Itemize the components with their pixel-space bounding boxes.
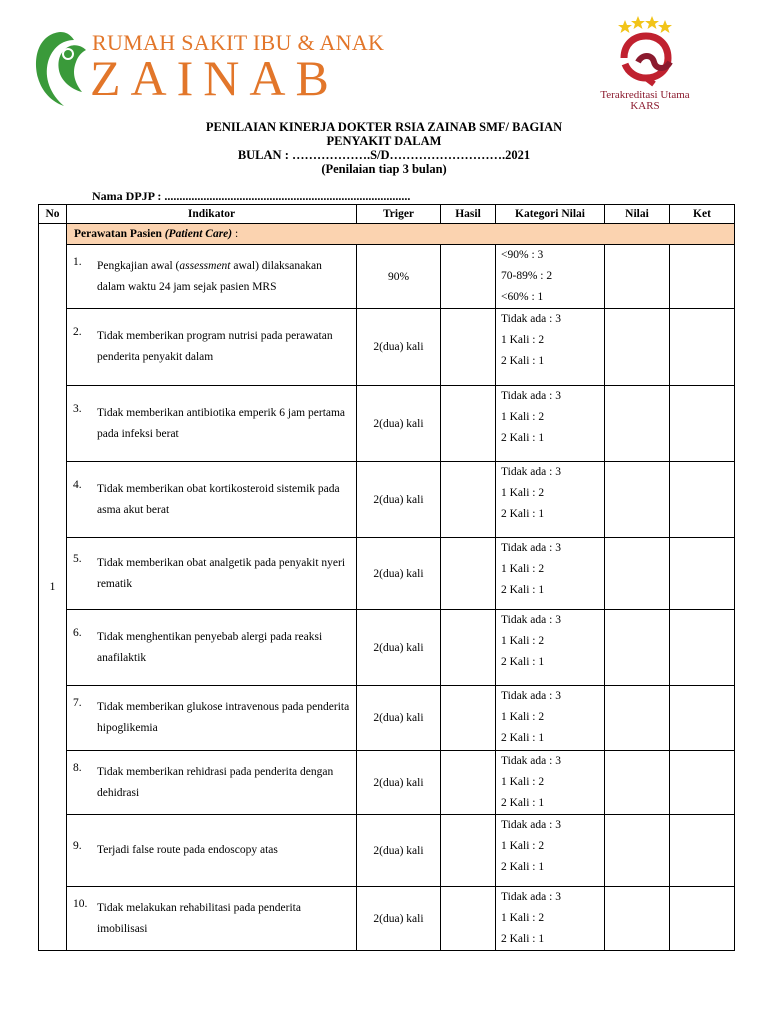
category-cell [496,538,605,610]
category-item: 2 Kali : 1 [501,432,545,444]
category-item: 2 Kali : 1 [501,656,545,668]
category-item: 1 Kali : 2 [501,711,545,723]
table-row [39,538,735,610]
section-row [39,224,735,245]
table-header-row [39,205,735,224]
trigger-cell: 2(dua) kali [357,815,441,887]
kars-emblem-icon [580,12,710,92]
category-item: 1 Kali : 2 [501,912,545,924]
category-item: <90% : 3 [501,249,544,261]
header-kategori-nilai: Kategori Nilai [496,205,605,224]
category-item: 1 Kali : 2 [501,840,545,852]
nilai-cell[interactable] [605,462,670,538]
nilai-cell[interactable] [605,538,670,610]
indicator-text [97,898,352,940]
category-item: 1 Kali : 2 [501,334,545,346]
trigger-cell: 2(dua) kali [357,610,441,686]
indicator-text [97,553,352,595]
category-item: Tidak ada : 3 [501,466,561,478]
indicator-text-main: Tidak memberikan obat kortikosteroid sistemik pada asma akut berat [97,482,340,516]
table-row [39,887,735,951]
category-item: 2 Kali : 1 [501,861,545,873]
indicator-number: 6. [73,626,82,639]
ket-cell[interactable] [670,610,735,686]
hasil-cell[interactable] [441,309,496,386]
category-item: Tidak ada : 3 [501,891,561,903]
kars-accreditation-logo [580,12,710,122]
nilai-cell[interactable] [605,887,670,951]
category-cell [496,686,605,751]
hasil-cell[interactable] [441,538,496,610]
indicator-text-main: Tidak menghentikan penyebab alergi pada reaksi anafilaktik [97,630,323,664]
trigger-cell: 2(dua) kali [357,386,441,462]
indicator-number: 4. [73,478,82,491]
nilai-cell[interactable] [605,386,670,462]
title-line2: PENYAKIT DALAM [326,134,442,148]
trigger-cell: 2(dua) kali [357,751,441,815]
header-ket: Ket [670,205,735,224]
indicator-text-main: Tidak melakukan rehabilitasi pada penderita imobilisasi [97,901,301,935]
indicator-text-main: Tidak memberikan program nutrisi pada perawatan penderita penyakit dalam [97,330,333,363]
hasil-cell[interactable] [441,245,496,309]
indicator-cell [67,610,357,686]
hasil-cell[interactable] [441,386,496,462]
header-hasil: Hasil [441,205,496,224]
section-label-italic: (Patient Care) [164,228,233,240]
category-cell [496,386,605,462]
performance-table [38,204,735,951]
nilai-cell[interactable] [605,309,670,386]
table-row [39,245,735,309]
table-row [39,462,735,538]
hasil-cell[interactable] [441,686,496,751]
trigger-cell: 2(dua) kali [357,462,441,538]
indicator-text [97,840,352,861]
indicator-number: 1. [73,255,82,268]
category-item: 2 Kali : 1 [501,355,545,367]
indicator-text-main: Pengkajian awal ( [97,259,180,272]
category-item: Tidak ada : 3 [501,690,561,702]
category-cell [496,462,605,538]
indicator-cell [67,386,357,462]
title-line1: PENILAIAN KINERJA DOKTER RSIA ZAINAB SMF/ BAGIAN [205,120,563,134]
title-line3: BULAN : ……………….S/D……………………….2021 [237,148,531,162]
ket-cell[interactable] [670,751,735,815]
indicator-text-italic: assessment [179,259,231,272]
category-item: 1 Kali : 2 [501,635,545,647]
trigger-cell: 2(dua) kali [357,887,441,951]
category-item: 2 Kali : 1 [501,732,545,744]
trigger-cell: 2(dua) kali [357,309,441,386]
category-item: 1 Kali : 2 [501,776,545,788]
indicator-text-main: Tidak memberikan glukose intravenous pada penderita hipoglikemia [97,701,350,734]
hasil-cell[interactable] [441,751,496,815]
nilai-cell[interactable] [605,245,670,309]
indicator-cell [67,309,357,386]
indicator-number: 5. [73,552,82,565]
header-triger: Triger [357,205,441,224]
ket-cell[interactable] [670,245,735,309]
category-item: 2 Kali : 1 [501,797,545,809]
category-item: Tidak ada : 3 [501,614,561,626]
indicator-number: 10. [73,897,88,910]
dpjp-name-field[interactable]: Nama DPJP : .................................................................................. [92,189,411,203]
nilai-cell[interactable] [605,610,670,686]
category-item: 1 Kali : 2 [501,487,545,499]
nilai-cell[interactable] [605,815,670,887]
nilai-cell[interactable] [605,686,670,751]
category-item: 70-89% : 2 [501,270,553,282]
category-item: 1 Kali : 2 [501,563,545,575]
accreditation-line1: Terakreditasi Utama [600,89,690,101]
category-item: 2 Kali : 1 [501,508,545,520]
ket-cell[interactable] [670,309,735,386]
accreditation-caption [580,90,710,112]
category-item: 2 Kali : 1 [501,584,545,596]
category-item: Tidak ada : 3 [501,313,561,325]
section-label-suffix: : [232,228,239,240]
trigger-cell: 2(dua) kali [357,686,441,751]
category-item: Tidak ada : 3 [501,755,561,767]
indicator-number: 8. [73,761,82,774]
table-row [39,751,735,815]
category-cell [496,751,605,815]
trigger-cell: 2(dua) kali [357,538,441,610]
category-cell [496,815,605,887]
group-number: 1 [39,224,67,951]
ket-cell[interactable] [670,462,735,538]
indicator-cell [67,815,357,887]
indicator-text-main: Tidak memberikan obat analgetik pada penyakit nyeri rematik [97,556,346,590]
hospital-name-line2: ZAINAB [90,50,339,106]
ket-cell[interactable] [670,887,735,951]
indicator-cell [67,245,357,309]
category-item: <60% : 1 [501,291,544,303]
category-cell [496,887,605,951]
table-row [39,610,735,686]
indicator-number: 3. [73,402,82,415]
indicator-text [97,697,352,739]
indicator-text-rest: awal) dilaksanakan dalam waktu 24 jam sejak pasien MRS [97,259,322,293]
indicator-cell [67,751,357,815]
section-label [67,224,735,245]
trigger-cell: 90% [357,245,441,309]
category-cell [496,309,605,386]
hasil-cell[interactable] [441,610,496,686]
table-row [39,309,735,386]
category-item: Tidak ada : 3 [501,390,561,402]
indicator-text [97,403,352,445]
mother-child-logo-icon [30,28,90,108]
table-row [39,386,735,462]
indicator-text [97,256,352,298]
indicator-text [97,627,352,669]
indicator-text-main: Tidak memberikan rehidrasi pada penderita dengan dehidrasi [97,765,334,799]
category-cell [496,245,605,309]
indicator-number: 2. [73,326,82,338]
section-label-text: Perawatan Pasien [74,228,165,240]
table-row [39,686,735,751]
indicator-cell [67,686,357,751]
ket-cell[interactable] [670,815,735,887]
indicator-number: 9. [73,840,82,852]
hasil-cell[interactable] [441,815,496,887]
table-row [39,815,735,887]
header-no: No [39,205,67,224]
indicator-number: 7. [73,697,82,709]
indicator-text-main: Terjadi false route pada endoscopy atas [97,844,278,856]
indicator-cell [67,538,357,610]
hospital-name-line1: RUMAH SAKIT IBU & ANAK [92,30,385,55]
category-cell [496,610,605,686]
indicator-cell [67,462,357,538]
nilai-cell[interactable] [605,751,670,815]
accreditation-line2: KARS [630,100,660,112]
hasil-cell[interactable] [441,462,496,538]
category-item: 1 Kali : 2 [501,411,545,423]
category-item: Tidak ada : 3 [501,819,561,831]
ket-cell[interactable] [670,686,735,751]
header-indikator: Indikator [67,205,357,224]
category-item: 2 Kali : 1 [501,933,545,945]
indicator-cell [67,887,357,951]
ket-cell[interactable] [670,386,735,462]
header-nilai: Nilai [605,205,670,224]
indicator-text [97,762,352,804]
title-line4: (Penilaian tiap 3 bulan) [321,162,447,176]
document-title [0,120,768,176]
ket-cell[interactable] [670,538,735,610]
hasil-cell[interactable] [441,887,496,951]
indicator-text [97,479,352,521]
indicator-text-main: Tidak memberikan antibiotika emperik 6 jam pertama pada infeksi berat [97,406,346,440]
category-item: Tidak ada : 3 [501,542,561,554]
indicator-text [97,326,352,368]
